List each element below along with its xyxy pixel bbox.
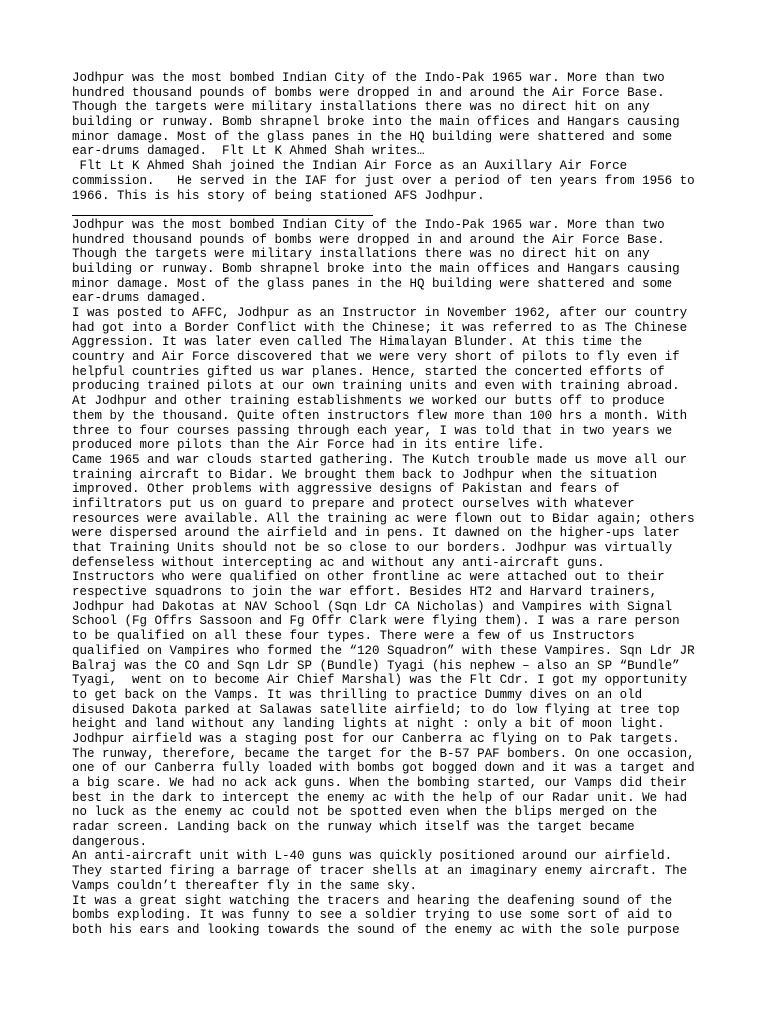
body-text-line: minor damage. Most of the glass panes in the HQ building were shattered and some: [72, 276, 673, 291]
section-divider: [72, 203, 373, 218]
intro-text-line: hundred thousand pounds of bombs were dropped in and around the Air Force Base.: [72, 85, 665, 100]
body-text-line: that Training Units should not be so close to our borders. Jodhpur was virtually: [72, 541, 673, 555]
body-text-line: defenseless without intercepting ac and without any anti-aircraft guns.: [72, 555, 605, 570]
body-text-line: hundred thousand pounds of bombs were dropped in and around the Air Force Base.: [72, 232, 665, 247]
article-body: [72, 218, 712, 938]
body-text-line: The runway, therefore, became the target for the B-57 PAF bombers. On one occasion,: [72, 746, 695, 761]
body-text-line: qualified on Vampires who formed the “120 Squadron” with these Vampires. Sqn Ldr JR: [72, 643, 695, 658]
body-text-line: were dispersed around the airfield and in pens. It dawned on the higher-ups later: [72, 526, 680, 541]
body-text-line: had got into a Border Conflict with the Chinese; it was referred to as The Chinese: [72, 320, 688, 335]
body-text-line: Came 1965 and war clouds started gathering. The Kutch trouble made us move all our: [72, 452, 688, 467]
body-text-line: resources were available. All the training ac were flown out to Bidar again; others: [72, 511, 695, 526]
body-text-line: Vamps couldn’t thereafter fly in the same sky.: [72, 878, 418, 893]
body-text-line: disused Dakota parked at Salawas satellite airfield; to do low flying at tree top: [72, 702, 680, 717]
body-text-line: country and Air Force discovered that we were very short of pilots to fly even if: [72, 350, 680, 365]
body-text-line: Aggression. It was later even called The Himalayan Blunder. At this time the: [72, 335, 643, 350]
body-text-line: ear-drums damaged.: [72, 291, 208, 306]
intro-text-line: building or runway. Bomb shrapnel broke into the main offices and Hangars causing: [72, 115, 680, 130]
body-text-line: improved. Other problems with aggressive designs of Pakistan and fears of: [72, 482, 620, 497]
body-text-line: both his ears and looking towards the sound of the enemy ac with the sole purpose: [72, 922, 680, 937]
body-text-line: bombs exploding. It was funny to see a soldier trying to use some sort of aid to: [72, 908, 673, 923]
body-text-line: respective squadrons to join the war effort. Besides HT2 and Harvard trainers,: [72, 585, 658, 600]
body-text-line: a big scare. We had no ack ack guns. When the bombing started, our Vamps did their: [72, 776, 688, 790]
intro-text-line: 1966. This is his story of being stationed AFS Jodhpur.: [72, 188, 485, 203]
body-text-line: three to four courses passing through each year, I was told that in two years we: [72, 423, 673, 438]
body-text-line: Tyagi, went on to become Air Chief Marshal) was the Flt Cdr. I got my opportunity: [72, 673, 688, 688]
body-text-line: no luck as the enemy ac could not be spotted even when the blips merged on the: [72, 805, 658, 820]
body-text-line: producing trained pilots at our own training units and even with training abroad.: [72, 379, 680, 394]
intro-text-line: commission. He served in the IAF for just over a period of ten years from 1956 to: [72, 173, 695, 188]
body-text-line: Jodhpur was the most bombed Indian City of the Indo-Pak 1965 war. More than two: [72, 217, 665, 232]
body-text-line: It was a great sight watching the tracers and hearing the deafening sound of the: [72, 893, 673, 908]
body-text-line: building or runway. Bomb shrapnel broke into the main offices and Hangars causing: [72, 261, 680, 276]
body-text-line: I was posted to AFFC, Jodhpur as an Instructor in November 1962, after our country: [72, 306, 688, 320]
body-text-line: one of our Canberra fully loaded with bombs got bogged down and it was a target and: [72, 761, 695, 776]
body-text-line: best in the dark to intercept the enemy ac with the help of our Radar unit. We had: [72, 790, 688, 805]
body-text-line: Jodhpur airfield was a staging post for our Canberra ac flying on to Pak targets.: [72, 731, 680, 746]
body-text-line: School (Fg Offrs Sassoon and Fg Offr Clark were flying them). I was a rare person: [72, 614, 680, 629]
body-text-line: Jodhpur had Dakotas at NAV School (Sqn Ldr CA Nicholas) and Vampires with Signal: [72, 599, 673, 614]
body-text-line: training aircraft to Bidar. We brought them back to Jodhpur when the situation: [72, 467, 658, 482]
body-text-line: dangerous.: [72, 834, 148, 849]
document-page: [72, 71, 712, 938]
body-text-line: Though the targets were military installations there was no direct hit on any: [72, 247, 650, 262]
body-text-line: produced more pilots than the Air Force had in its entire life.: [72, 438, 545, 453]
body-text-line: helpful countries gifted us war planes. Hence, started the concerted efforts of: [72, 364, 665, 379]
body-text-line: radar screen. Landing back on the runway which itself was the target became: [72, 820, 635, 835]
intro-text-line: minor damage. Most of the glass panes in the HQ building were shattered and some: [72, 129, 673, 144]
body-text-line: to get back on the Vamps. It was thrilling to practice Dummy dives on an old: [72, 687, 643, 702]
body-text-line: At Jodhpur and other training establishments we worked our butts off to produce: [72, 394, 665, 409]
body-text-line: infiltrators put us on guard to prepare and protect ourselves with whatever: [72, 496, 635, 511]
intro-text-line: Though the targets were military installations there was no direct hit on any: [72, 100, 650, 115]
intro-paragraph: [72, 71, 712, 203]
body-text-line: height and land without any landing lights at night : only a bit of moon light.: [72, 717, 665, 732]
body-text-line: Instructors who were qualified on other frontline ac were attached out to their: [72, 570, 665, 585]
body-text-line: They started firing a barrage of tracer shells at an imaginary enemy aircraft. The: [72, 864, 688, 879]
body-text-line: to be qualified on all these four types. There were a few of us Instructors: [72, 629, 635, 644]
body-text-line: An anti-aircraft unit with L-40 guns was quickly positioned around our airfield.: [72, 849, 673, 864]
intro-text-line: Jodhpur was the most bombed Indian City of the Indo-Pak 1965 war. More than two: [72, 71, 665, 85]
body-text-line: Balraj was the CO and Sqn Ldr SP (Bundle) Tyagi (his nephew – also an SP “Bundle”: [72, 658, 680, 673]
body-text-line: them by the thousand. Quite often instructors flew more than 100 hrs a month. With: [72, 408, 688, 423]
intro-text-line: ear-drums damaged. Flt Lt K Ahmed Shah writes…: [72, 144, 425, 159]
intro-text-line: Flt Lt K Ahmed Shah joined the Indian Air Force as an Auxillary Air Force: [72, 159, 628, 174]
